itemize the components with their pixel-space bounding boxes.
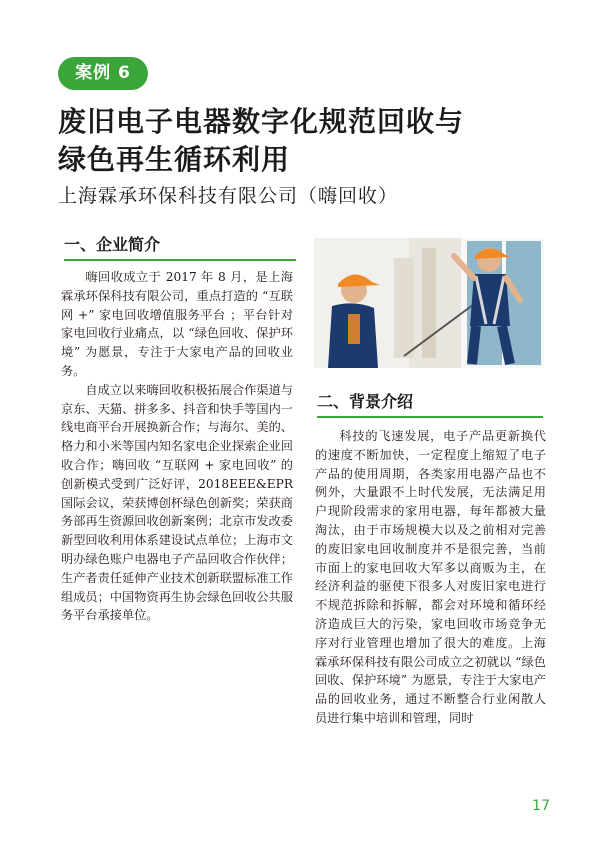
section1-heading xyxy=(64,234,160,256)
page-number: 17 xyxy=(532,798,550,814)
title-line-1: 废旧电子电器数字化规范回收与 xyxy=(58,105,465,138)
company-subtitle: 上海霖承环保科技有限公司（嗨回收） xyxy=(58,185,399,207)
title-line-2: 绿色再生循环利用 xyxy=(58,143,291,176)
section2-heading-text: 二、背景介绍 xyxy=(317,392,414,411)
section1-paragraph-2: 自成立以来嗨回收积极拓展合作渠道与京东、天猫、拼多多、抖音和快手等国内一线电商平台开展换新合作；与海尔、美的、格力和小米等国内知名家电企业探索企业回收合作；嗨回收 “互联网 + 家电回收” 的创新模式受到广泛好评，2018EEE&EPR 国际会议，荣获博创杯绿色创新奖；荣获商务部再生资源回收创新案例；北京市发改委新型回收利用体系建设试点单位；上海市文明办绿色账户电器电子产品回收合作伙伴；生产者责任延伸产业技术创新联盟标准工作组成员；中国物资再生协会绿色回收公共服务平台承接单位。 xyxy=(61,382,293,623)
section1-heading-text: 一、企业简介 xyxy=(64,235,161,254)
section2-heading xyxy=(317,391,413,413)
section2-underline xyxy=(317,416,543,418)
section2-paragraph-1: 科技的飞速发展，电子产品更新换代的速度不断加快，一定程度上缩短了电子产品的使用周期，各类家用电器产品也不例外，大量跟不上时代发展，无法满足用户现阶段需求的家用电器，每年都被大量淘汰，由于市场规模大以及之前相对完善的废旧家电回收制度并不是很完善，当前市面上的家电回收大军多以商贩为主，在经济利益的驱使下很多人对废旧家电进行不规范拆除和拆解，都会对环境和循环经济造成巨大的污染，家电回收市场竞争无序对行业管理也增加了很大的难度。上海霖承环保科技有限公司成立之初就以 “绿色回收、保护环境” 为愿景，专注于大家电产品的回收业务，通过不断整合行业闲散人员进行集中培训和管理，同时 xyxy=(315,429,546,725)
section1-underline xyxy=(64,259,296,261)
right-column xyxy=(315,427,546,728)
section1-paragraph-1: 嗨回收成立于 2017 年 8 月，是上海霖承环保科技有限公司，重点打造的 “互联网 +” 家电回收增值服务平台 ；平台针对家电回收行业痛点，以 “绿色回收、保护环境” 为愿景，专注于大家电产品的回收业务。 xyxy=(61,270,293,378)
case-badge: 案例 6 xyxy=(58,57,148,90)
page-title xyxy=(58,103,558,179)
workers-photo-illustration xyxy=(314,238,544,368)
workers-photo xyxy=(314,238,544,368)
left-column xyxy=(61,268,293,625)
